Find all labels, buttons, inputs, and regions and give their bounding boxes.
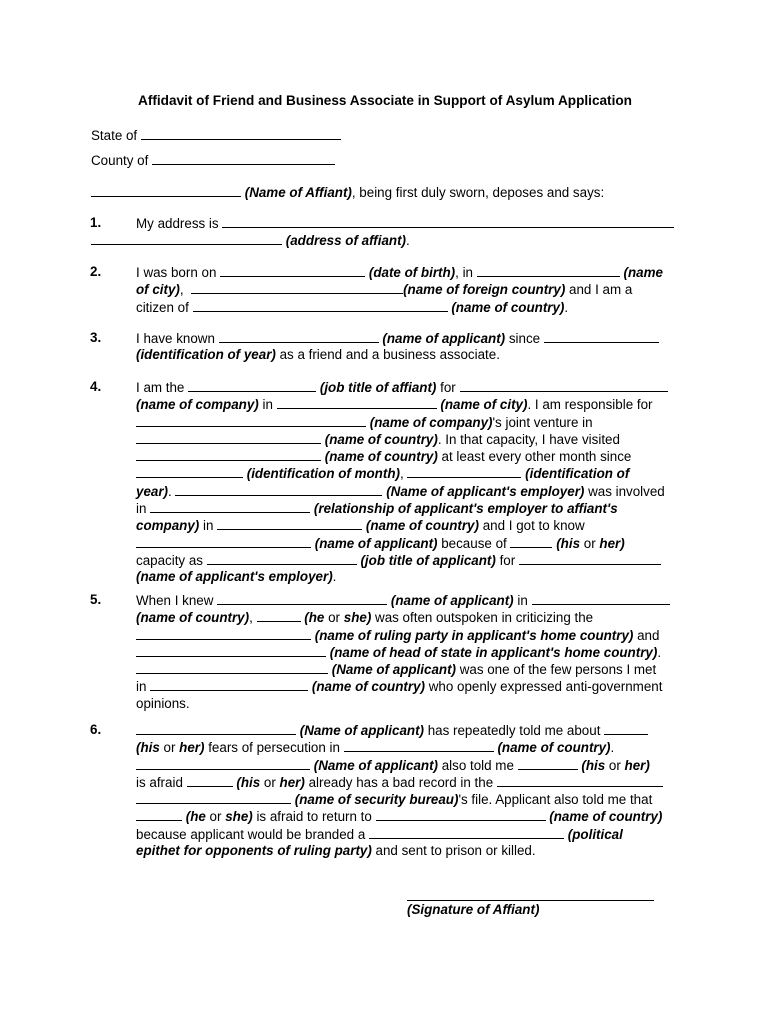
section-3 [136, 330, 681, 364]
state-label: State of [91, 128, 138, 143]
s2-text-h: and I am a [565, 282, 633, 298]
s4-text-af: capacity as [136, 552, 203, 568]
head-of-state-label: (name of head of state in applicant's home country) [329, 644, 658, 660]
name-of-applicant-label-3: (name of applicant) [390, 593, 514, 608]
name-of-country-label-1: (name of country) [324, 431, 438, 447]
applicant-name-blank-3[interactable] [217, 592, 387, 605]
s4-text-e: in [258, 397, 273, 413]
identification-of-year-label-2: year) [136, 483, 169, 499]
intro-line [91, 184, 604, 201]
s4-text-t: was involved [584, 483, 665, 499]
section-3-number: 3. [90, 330, 102, 345]
his-her-blank[interactable] [510, 535, 552, 548]
he-she-blank-2[interactable] [136, 808, 182, 821]
s2-text-c: , in [455, 265, 474, 280]
state-line [91, 127, 341, 144]
county-blank[interactable] [152, 152, 335, 165]
s6-text-t: 's file. Applicant also told me that [458, 792, 653, 808]
country-blank-5[interactable] [532, 592, 670, 605]
s1-text-c: . [406, 233, 410, 248]
name-of-applicant-label-2: (name of applicant) [314, 535, 438, 551]
identification-of-year-label: (identification of year) [136, 347, 276, 363]
s4-text-aj: . [332, 569, 337, 585]
applicant-name-blank-5[interactable] [136, 722, 296, 735]
s2-text-f: , [179, 282, 184, 298]
county-line [91, 152, 335, 169]
security-bureau-blank-2[interactable] [136, 791, 291, 804]
s6-text-b: has repeatedly told me about [423, 723, 601, 738]
affiant-name-blank[interactable] [91, 184, 241, 197]
s4-text-k: . In that capacity, I have visited [437, 431, 620, 447]
foreign-country-blank[interactable] [191, 281, 403, 294]
s5-text-r: who openly expressed anti-government [425, 679, 663, 695]
applicant-name-blank[interactable] [219, 330, 379, 343]
joint-venture-company-blank[interactable] [136, 414, 366, 427]
company-name-blank[interactable] [460, 379, 668, 392]
s5-text-g: or [324, 610, 344, 626]
s4-text-i: 's joint venture in [492, 414, 593, 430]
ruling-party-blank[interactable] [136, 627, 311, 640]
section-1 [136, 215, 681, 232]
job-title-of-applicant-label: (job title of applicant) [360, 552, 496, 568]
relationship-label-2: company) [136, 518, 200, 534]
year-blank-2[interactable] [407, 465, 521, 478]
s6-text-h: . [610, 740, 615, 756]
name-of-company-label-2: (name of company) [369, 414, 493, 430]
section-4-number: 4. [90, 379, 102, 394]
security-bureau-label: (name of security bureau) [294, 792, 459, 808]
he-she-blank[interactable] [257, 609, 301, 622]
s4-text-ad: or [580, 535, 600, 551]
job-title-of-affiant-label: (job title of affiant) [319, 380, 437, 395]
name-of-applicant-label-4: (Name of applicant) [331, 662, 456, 678]
country-blank-6[interactable] [150, 678, 308, 691]
her-label-2: her) [179, 740, 205, 756]
applicant-employer-blank[interactable] [519, 552, 661, 565]
date-of-birth-blank[interactable] [220, 264, 365, 277]
address-blank-2[interactable] [91, 232, 282, 245]
political-epithet-label-1: (political [567, 826, 623, 842]
persecution-country-blank[interactable] [344, 739, 494, 752]
name-of-city-label: (name of city) [440, 397, 528, 413]
identification-of-month-label: (identification of month) [246, 466, 400, 482]
his-label-4: (his [236, 774, 261, 790]
applicant-name-blank-4[interactable] [136, 661, 328, 674]
s6-text-f: fears of persecution in [204, 740, 340, 756]
his-her-blank-2[interactable] [604, 722, 648, 735]
relationship-label-1: (relationship of applicant's employer to affiant's [313, 501, 618, 517]
he-label: (he [304, 610, 325, 626]
name-of-country-label-5: (name of country) [311, 679, 425, 695]
his-label-2: (his [136, 740, 160, 756]
s6-text-x: is afraid to return to [252, 809, 372, 825]
section-6-number: 6. [90, 722, 102, 737]
applicants-employer-label: (Name of applicant's employer) [386, 483, 585, 499]
political-epithet-blank[interactable] [369, 826, 564, 839]
applicant-name-blank-2[interactable] [136, 535, 311, 548]
name-of-country-label-3: (name of country) [365, 518, 479, 534]
s5-text-o: was one of the few persons I met [455, 662, 657, 678]
political-epithet-label-2: epithet for opponents of ruling party) [136, 843, 372, 859]
address-blank-1[interactable] [222, 215, 674, 228]
city-of-birth-blank[interactable] [477, 264, 620, 277]
applicants-employer-label-2: (name of applicant's employer) [136, 569, 333, 585]
s2-text-k: . [564, 299, 569, 315]
name-of-country-label: (name of country) [451, 299, 565, 315]
name-of-country-label-6: (name of country) [497, 740, 611, 756]
s3-text-a: I have known [136, 331, 215, 346]
s4-text-m: at least every other month since [437, 449, 632, 465]
s4-text-g: . I am responsible for [527, 397, 653, 413]
s6-text-r: already has a bad record in the [304, 774, 494, 790]
head-of-state-blank[interactable] [136, 644, 326, 657]
s6-text-p: or [260, 774, 280, 790]
s4-text-o: , [399, 466, 404, 482]
name-of-applicant-label-6: (Name of applicant) [313, 757, 438, 773]
s6-text-n: is afraid [136, 774, 183, 790]
she-label: she) [343, 610, 372, 626]
year-blank[interactable] [544, 330, 659, 343]
name-of-company-label: (name of company) [136, 397, 259, 413]
he-label-2: (he [185, 809, 206, 825]
his-her-blank-3[interactable] [518, 757, 578, 770]
s6-text-v: or [205, 809, 226, 825]
s6-text-d: or [159, 740, 180, 756]
s5-text-m: . [657, 644, 662, 660]
s6-text-j: also told me [437, 757, 514, 773]
citizenship-blank[interactable] [193, 299, 448, 312]
s6-text-z: because applicant would be branded a [136, 826, 366, 842]
s4-text-a: I am the [136, 380, 185, 395]
his-label: (his [556, 535, 581, 551]
joint-venture-country-blank[interactable] [136, 431, 321, 444]
s3-text-c: since [505, 331, 541, 346]
employer-name-blank[interactable] [175, 483, 382, 496]
name-of-applicant-label: (name of applicant) [382, 331, 506, 346]
signature-of-affiant-label: (Signature of Affiant) [407, 902, 540, 917]
section-1-line-2 [91, 232, 410, 249]
section-5 [136, 592, 681, 712]
s4-text-u: in [136, 501, 147, 517]
state-blank[interactable] [141, 127, 341, 140]
she-label-2: she) [225, 809, 253, 825]
applicant-name-blank-6[interactable] [136, 757, 310, 770]
her-label-3: her) [624, 757, 650, 773]
return-country-blank[interactable] [376, 808, 546, 821]
s6-text-ac: and sent to prison or killed. [371, 843, 536, 859]
ruling-party-label: (name of ruling party in applicant's home country) [314, 627, 634, 643]
s5-text-i: was often outspoken in criticizing the [371, 610, 594, 626]
s5-text-a: When I knew [136, 593, 214, 608]
his-her-blank-4[interactable] [187, 774, 233, 787]
affiant-job-title-blank[interactable] [188, 379, 316, 392]
her-label-4: her) [279, 774, 305, 790]
date-of-birth-label: (date of birth) [368, 265, 456, 280]
document-title: Affidavit of Friend and Business Associate in Support of Asylum Application [138, 93, 632, 108]
visited-country-blank[interactable] [136, 448, 321, 461]
county-label: County of [91, 153, 149, 168]
s5-text-p: in [136, 679, 147, 695]
name-of-affiant-label: (Name of Affiant) [244, 185, 352, 200]
s4-text-r: . [168, 483, 172, 499]
s3-text-e: as a friend and a business associate. [275, 347, 500, 363]
name-of-city-label-1: (name [623, 265, 663, 280]
section-2-number: 2. [90, 264, 102, 279]
relationship-blank[interactable] [150, 500, 310, 513]
s5-text-c: in [513, 593, 528, 608]
s2-text-a: I was born on [136, 265, 217, 280]
s2-text-i: citizen of [136, 299, 189, 315]
s4-text-x: in [199, 518, 214, 534]
applicant-job-title-blank[interactable] [207, 552, 357, 565]
s4-text-z: and I got to know [478, 518, 585, 534]
her-label: her) [599, 535, 625, 551]
name-of-country-label-2: (name of country) [324, 449, 438, 465]
his-label-3: (his [581, 757, 606, 773]
s5-text-k: and [633, 627, 660, 643]
name-of-city-label-2: of city) [136, 282, 180, 298]
intro-text: , being first duly sworn, deposes and says: [351, 185, 605, 200]
section-6 [136, 722, 681, 859]
section-2 [136, 264, 681, 316]
s5-text-e: , [249, 610, 253, 626]
identification-of-year-label-1: (identification of [525, 466, 630, 482]
employment-country-blank[interactable] [217, 517, 362, 530]
name-of-applicant-label-5: (Name of applicant) [299, 723, 424, 738]
company-city-blank[interactable] [277, 396, 437, 409]
month-blank[interactable] [136, 465, 243, 478]
foreign-country-label: (name of foreign country) [403, 282, 566, 298]
s4-text-ah: for [495, 552, 516, 568]
section-4 [136, 379, 681, 586]
signature-line[interactable] [407, 900, 654, 901]
section-5-number: 5. [90, 592, 102, 607]
s5-text-s: opinions. [136, 695, 190, 711]
s1-text-a: My address is [136, 216, 219, 231]
address-of-affiant-label: (address of affiant) [285, 233, 407, 248]
s6-text-l: or [605, 757, 625, 773]
s4-text-ab: because of [437, 535, 507, 551]
security-bureau-blank-1[interactable] [497, 774, 663, 787]
s4-text-c: for [436, 380, 456, 395]
section-1-number: 1. [90, 215, 102, 230]
name-of-country-label-4: (name of country) [136, 610, 250, 626]
name-of-country-label-7: (name of country) [549, 809, 663, 825]
